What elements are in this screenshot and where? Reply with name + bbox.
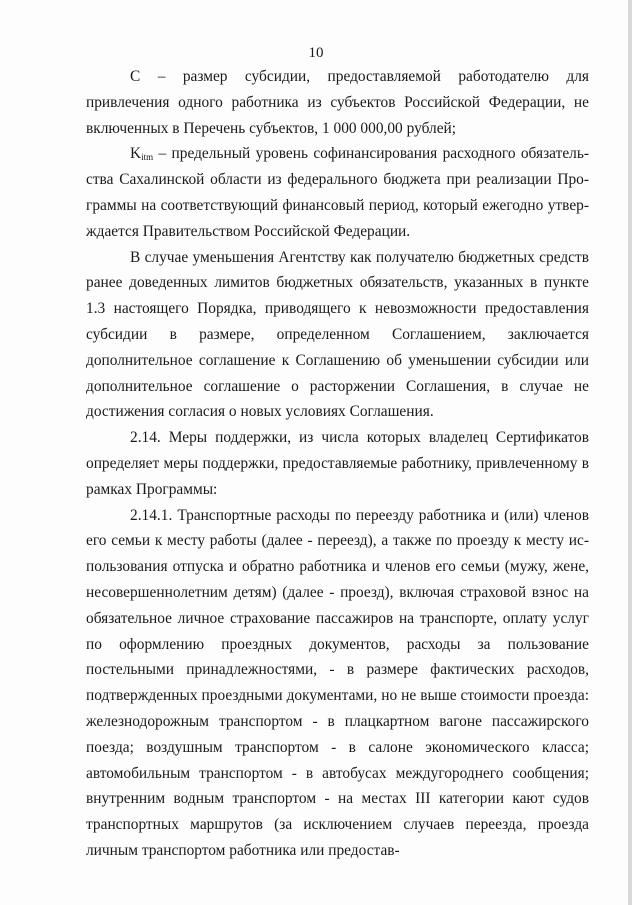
paragraph-cofinancing-level — [86, 141, 589, 244]
cofinancing-definition: – предельный уровень софинансирования расходного обязательства Сахалинской области из федерального бюджета при реализации Программы на соответствующий финансовый период, который ежегодно утверждается Правительством Российской Федерации. — [86, 145, 589, 240]
cofinancing-symbol: K — [130, 145, 142, 163]
scan-edge — [628, 0, 632, 905]
cofinancing-subscript: itm — [141, 152, 154, 163]
paragraph-support-measures: 2.14. Меры поддержки, из числа которых владелец Сертификатов определяет меры поддержки, предоставляемые работнику, привлеченному в рамках Программы: — [86, 429, 589, 498]
paragraph-subsidy-size: С – размер субсидии, предоставляемой работодателю для привлечения одного работника из субъектов Российской Федерации, не включенных в Перечень субъектов, 1 000 000,00 рублей; — [86, 68, 589, 137]
paragraph-transport-expenses: 2.14.1. Транспортные расходы по переезду работника и (или) членов его семьи к месту работы (далее - переезд), а также по проезду к месту использования отпуска и обратно работника и членов его семьи (мужу, жене, несовершеннолетним детям) (далее - проезд), включая страховой взнос на обязательное личное страхование пассажиров на транспорте, оплату услуг по оформлению проездных документов, расходы за пользование постельными принадлежностями, - в размере фактических расходов, подтвержденных проездными документами, но не выше стоимости проезда: железнодорожным транспортом - в плацкартном вагоне пассажирского поезда; воздушным транспортом - в салоне экономического класса; автомобильным транспортом - в автобусах междугороднего сообщения; внутренним водным транспортом - на местах III категории кают судов транспортных маршрутов (за исключением случаев переезда, проезда личным транспортом работника или предостав- — [86, 506, 589, 859]
paragraph-limits-reduction: В случае уменьшения Агентству как получателю бюджетных средств ранее доведенных лимитов бюджетных обязательств, указанных в пункте 1.3 настоящего Порядка, приводящего к невозможности предоставления субсидии в размере, определенном Соглашением, заключается дополнительное соглашение к Соглашению об уменьшении субсидии или дополнительное соглашение о расторжении Соглашения, в случае не достижения согласия о новых условиях Соглашения. — [86, 248, 589, 421]
page-body — [86, 64, 589, 864]
page-number: 10 — [308, 45, 324, 61]
